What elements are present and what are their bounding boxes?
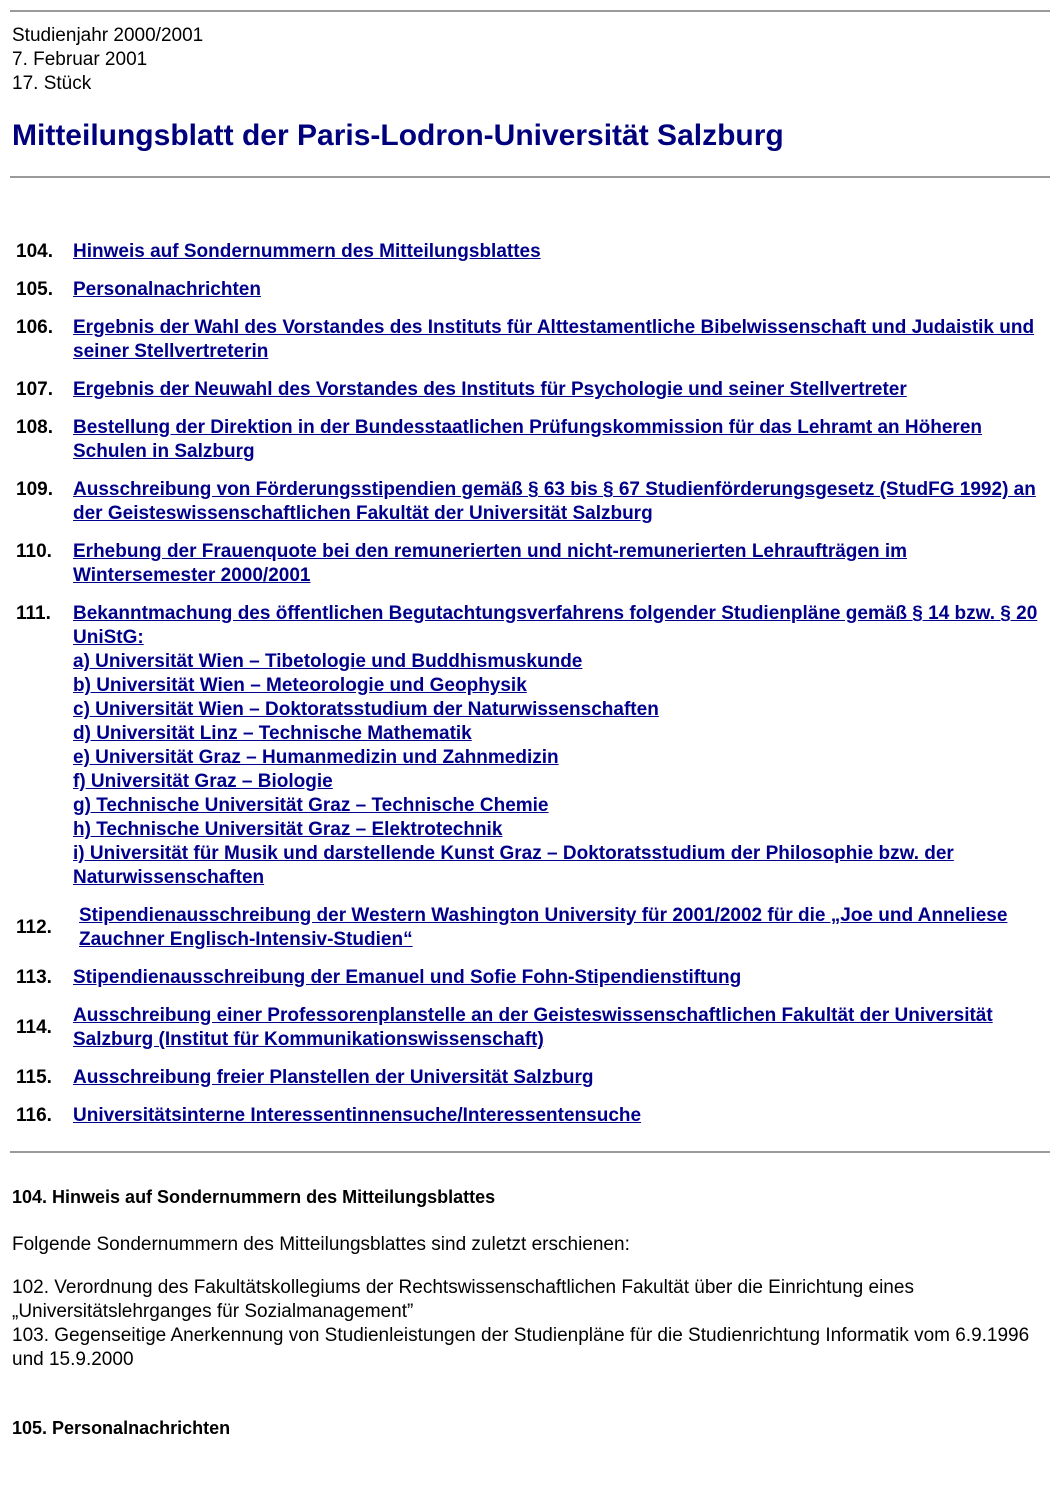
toc-entry-108 bbox=[16, 416, 1046, 464]
toc-link-111-i[interactable]: i) Universität für Musik und darstellende Kunst Graz – Doktoratsstudium der Philosophie bzw. der Naturwissenschaften bbox=[73, 843, 954, 888]
toc-entry-114 bbox=[16, 1004, 1046, 1052]
toc-link-111-h[interactable]: h) Technische Universität Graz – Elektrotechnik bbox=[73, 819, 503, 840]
toc-link-107[interactable]: Ergebnis der Neuwahl des Vorstandes des Instituts für Psychologie und seiner Stellvertreter bbox=[73, 379, 907, 400]
toc-link-115[interactable]: Ausschreibung freier Planstellen der Universität Salzburg bbox=[73, 1067, 594, 1088]
top-divider bbox=[10, 10, 1050, 12]
toc-number: 113. bbox=[16, 967, 52, 988]
toc-entry-112 bbox=[16, 904, 1046, 952]
toc-link-109[interactable]: Ausschreibung von Förderungsstipendien gemäß § 63 bis § 67 Studienförderungsgesetz (StudFG 1992) an der Geisteswissenschaftlichen Fakultät der Universität Salzburg bbox=[73, 479, 1036, 524]
toc-link-111-e[interactable]: e) Universität Graz – Humanmedizin und Zahnmedizin bbox=[73, 747, 559, 768]
toc-entry-116 bbox=[16, 1104, 1046, 1128]
toc-entry-104 bbox=[16, 240, 1046, 264]
toc-entry-105 bbox=[16, 278, 1046, 302]
toc-link-111-c[interactable]: c) Universität Wien – Doktoratsstudium der Naturwissenschaften bbox=[73, 699, 659, 720]
toc-number: 105. bbox=[16, 279, 53, 300]
toc-link-116[interactable]: Universitätsinterne Interessentinnensuche/Interessentensuche bbox=[73, 1105, 642, 1126]
toc-link-114[interactable]: Ausschreibung einer Professorenplanstelle an der Geisteswissenschaftlichen Fakultät der Universität Salzburg (Institut für Kommunikationswissenschaft) bbox=[73, 1005, 993, 1050]
toc-link-111-g[interactable]: g) Technische Universität Graz – Technische Chemie bbox=[73, 795, 549, 816]
toc-number: 112. bbox=[16, 917, 52, 938]
special-issue-102: 102. Verordnung des Fakultätskollegiums der Rechtswissenschaftlichen Fakultät über die Einrichtung eines „Universitätslehrganges für Sozialmanagement” bbox=[12, 1277, 914, 1322]
toc-link-104[interactable]: Hinweis auf Sondernummern des Mitteilungsblattes bbox=[73, 241, 541, 262]
toc-entry-110 bbox=[16, 540, 1046, 588]
toc-link-111[interactable]: Bekanntmachung des öffentlichen Begutachtungsverfahrens folgender Studienpläne gemäß § 14 bzw. § 20 UniStG: bbox=[73, 603, 1038, 648]
toc-link-106[interactable]: Ergebnis der Wahl des Vorstandes des Instituts für Alttestamentliche Bibelwissenschaft und Judaistik und seiner Stellvertreterin bbox=[73, 317, 1035, 362]
toc-number: 110. bbox=[16, 541, 52, 562]
toc-number: 109. bbox=[16, 479, 53, 500]
special-issues-list bbox=[12, 1276, 1042, 1372]
toc-divider bbox=[10, 1151, 1050, 1153]
section-heading-104: 104. Hinweis auf Sondernummern des Mitteilungsblattes bbox=[12, 1187, 496, 1207]
toc-entry-115 bbox=[16, 1066, 1046, 1090]
page-title: Mitteilungsblatt der Paris-Lodron-Universität Salzburg bbox=[12, 119, 784, 152]
toc-link-110[interactable]: Erhebung der Frauenquote bei den remunerierten und nicht-remunerierten Lehraufträgen im Wintersemester 2000/2001 bbox=[73, 541, 908, 586]
toc-link-111-b[interactable]: b) Universität Wien – Meteorologie und Geophysik bbox=[73, 675, 527, 696]
section-heading-105: 105. Personalnachrichten bbox=[12, 1418, 231, 1438]
toc-link-113[interactable]: Stipendienausschreibung der Emanuel und Sofie Fohn-Stipendienstiftung bbox=[73, 967, 742, 988]
toc-number: 111. bbox=[16, 603, 51, 624]
toc-number: 106. bbox=[16, 317, 53, 338]
toc-number: 108. bbox=[16, 417, 53, 438]
toc-link-111-d[interactable]: d) Universität Linz – Technische Mathematik bbox=[73, 723, 472, 744]
table-of-contents bbox=[16, 240, 1046, 1142]
toc-entry-111 bbox=[16, 602, 1046, 890]
toc-link-112[interactable]: Stipendienausschreibung der Western Washington University für 2001/2002 für die „Joe und Anneliese Zauchner Englisch-Intensiv-Studien“ bbox=[79, 905, 1008, 950]
header-divider bbox=[10, 176, 1050, 178]
toc-number: 114. bbox=[16, 1017, 52, 1038]
issue-number: 17. Stück bbox=[12, 73, 92, 94]
toc-number: 116. bbox=[16, 1105, 52, 1126]
toc-link-111-f[interactable]: f) Universität Graz – Biologie bbox=[73, 771, 333, 792]
toc-number: 115. bbox=[16, 1067, 52, 1088]
toc-entry-106 bbox=[16, 316, 1046, 364]
toc-link-105[interactable]: Personalnachrichten bbox=[73, 279, 261, 300]
special-issue-103: 103. Gegenseitige Anerkennung von Studienleistungen der Studienpläne für die Studienrichtung Informatik vom 6.9.1996 und 15.9.2000 bbox=[12, 1325, 1030, 1370]
toc-entry-113 bbox=[16, 966, 1046, 990]
toc-number: 104. bbox=[16, 241, 53, 262]
issue-info bbox=[12, 24, 203, 96]
toc-link-111-a[interactable]: a) Universität Wien – Tibetologie und Buddhismuskunde bbox=[73, 651, 583, 672]
toc-entry-109 bbox=[16, 478, 1046, 526]
issue-date: 7. Februar 2001 bbox=[12, 49, 148, 70]
toc-number: 107. bbox=[16, 379, 53, 400]
toc-entry-107 bbox=[16, 378, 1046, 402]
academic-year: Studienjahr 2000/2001 bbox=[12, 25, 204, 46]
section-104-intro: Folgende Sondernummern des Mitteilungsblattes sind zuletzt erschienen: bbox=[12, 1234, 630, 1255]
toc-link-108[interactable]: Bestellung der Direktion in der Bundesstaatlichen Prüfungskommission für das Lehramt an Höheren Schulen in Salzburg bbox=[73, 417, 983, 462]
